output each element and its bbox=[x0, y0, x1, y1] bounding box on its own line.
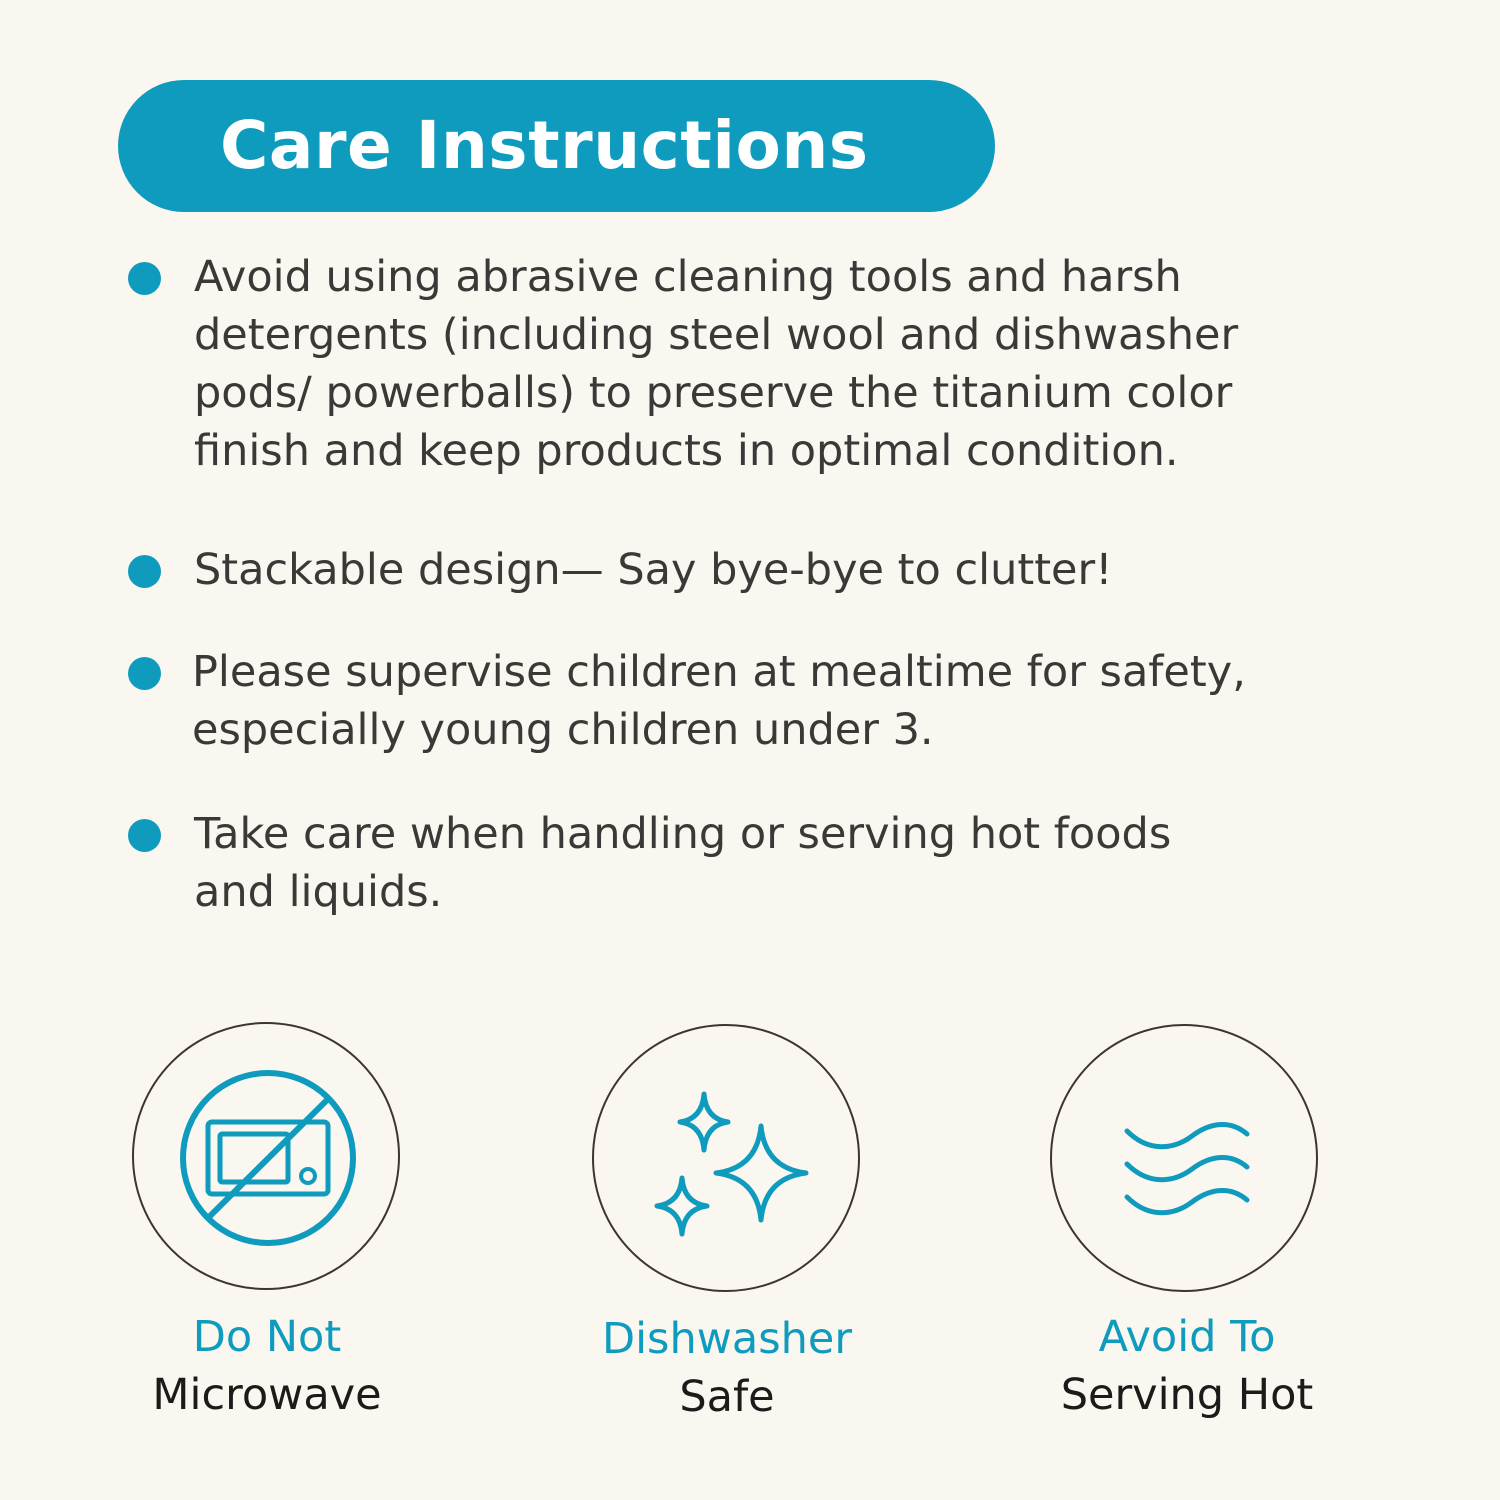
icon-circle bbox=[1050, 1024, 1318, 1292]
icon-label-top: Do Not bbox=[192, 1312, 342, 1362]
icon-circle bbox=[592, 1024, 860, 1292]
page-title: Care Instructions bbox=[220, 107, 869, 184]
bullet-dot-icon bbox=[128, 555, 161, 588]
icon-circle bbox=[132, 1022, 400, 1290]
sparkles-icon bbox=[594, 1026, 862, 1294]
icon-label-top: Dishwasher bbox=[601, 1314, 853, 1364]
heat-waves-icon bbox=[1052, 1026, 1320, 1294]
list-item-text: Avoid using abrasive cleaning tools and harsh detergents (including steel wool and dishwasher pods/ powerballs) to preserve the titanium color finish and keep products in optimal condition. bbox=[194, 252, 1239, 476]
list-item-text: Please supervise children at mealtime for safety, especially young children under 3. bbox=[192, 647, 1246, 755]
icon-label-top: Avoid To bbox=[1098, 1312, 1276, 1362]
bullet-dot-icon bbox=[128, 262, 161, 295]
icon-label-bottom: Serving Hot bbox=[1060, 1370, 1314, 1420]
bullet-dot-icon bbox=[128, 819, 161, 852]
title-banner bbox=[118, 80, 995, 212]
list-item-text: Take care when handling or serving hot foods and liquids. bbox=[194, 809, 1172, 917]
no-microwave-icon bbox=[134, 1024, 402, 1292]
icon-label-bottom: Safe bbox=[679, 1372, 775, 1422]
bullet-dot-icon bbox=[128, 657, 161, 690]
list-item-text: Stackable design— Say bye-bye to clutter! bbox=[194, 545, 1113, 595]
icon-label-bottom: Microwave bbox=[152, 1370, 382, 1420]
